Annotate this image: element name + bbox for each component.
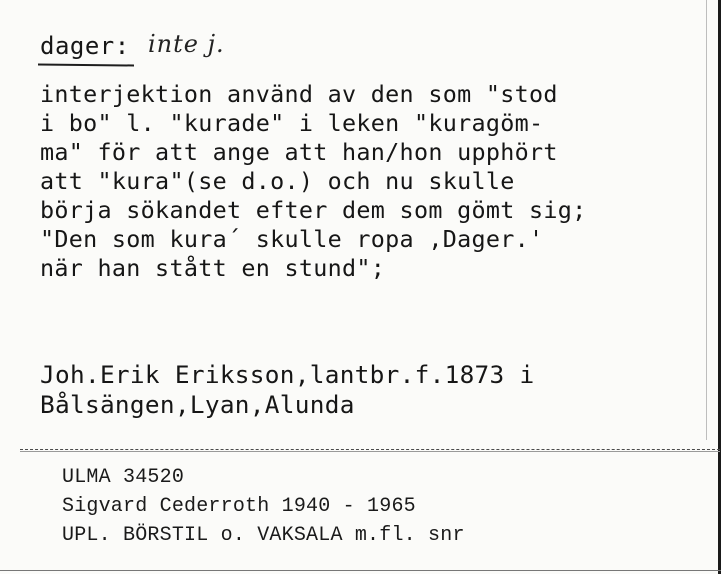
section-divider	[20, 449, 720, 450]
informant-line: Joh.Erik Eriksson,lantbr.f.1873 i	[40, 360, 535, 389]
definition-line: att "kura"(se d.o.) och nu skulle	[40, 167, 515, 195]
definition-line: i bo" l. "kurade" i leken "kuragöm-	[40, 109, 544, 137]
definition-line: "Den som kura´ skulle ropa ,Dager.'	[40, 225, 544, 253]
definition-line: interjektion använd av den som "stod	[40, 80, 558, 108]
definition-text	[40, 80, 587, 283]
archive-line: Sigvard Cederroth 1940 - 1965	[62, 495, 416, 518]
card-bottom-edge	[0, 570, 721, 571]
definition-line: ma" för att ange att han/hon upphört	[40, 138, 558, 166]
definition-line: när han stått en stund";	[40, 254, 386, 282]
informant-line: Bålsängen,Lyan,Alunda	[40, 390, 355, 419]
handwritten-note: inte j.	[148, 30, 225, 58]
archive-line: ULMA 34520	[62, 466, 185, 489]
section-divider-line	[20, 451, 720, 452]
headword-underline	[38, 63, 134, 66]
headword: dager:	[40, 32, 130, 60]
informant-info	[40, 360, 535, 420]
definition-line: börja sökandet efter dem som gömt sig;	[40, 196, 587, 224]
archive-reference	[62, 463, 465, 550]
scan-edge-shadow	[706, 0, 707, 440]
archive-line: UPL. BÖRSTIL o. VAKSALA m.fl. snr	[62, 524, 465, 547]
